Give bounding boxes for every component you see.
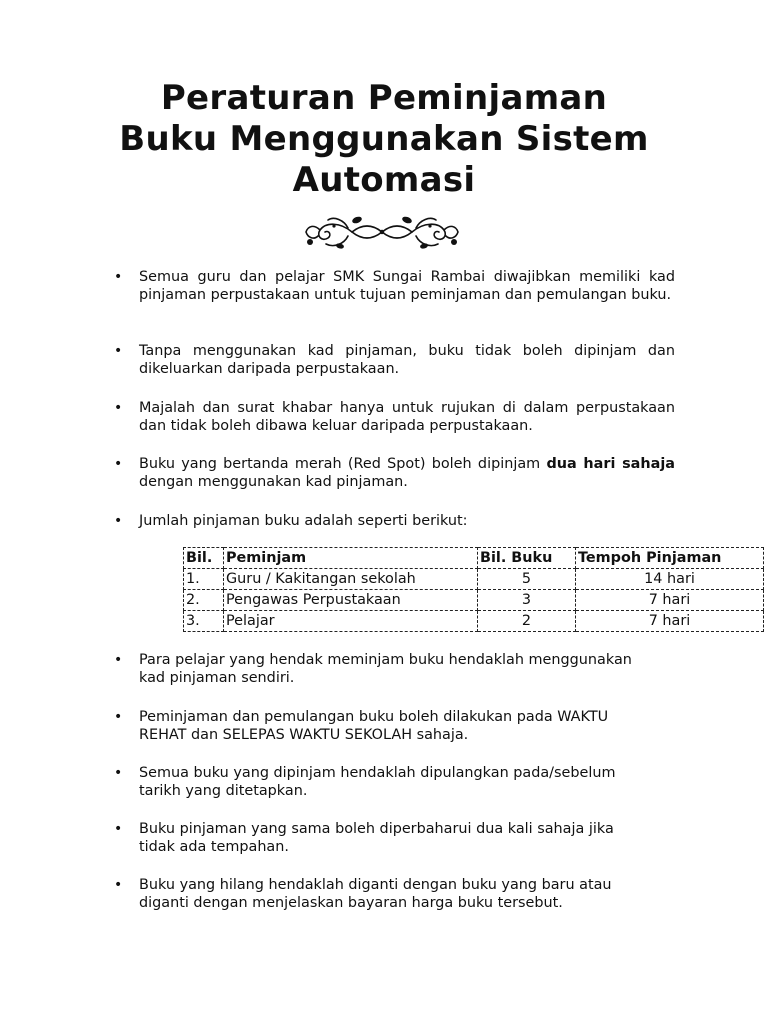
list-item (112, 399, 675, 435)
table-cell: 7 hari (576, 590, 764, 611)
column-header-bil: Bil. (184, 548, 224, 569)
column-header-bil-buku: Bil. Buku (478, 548, 576, 569)
list-item-text: Tanpa menggunakan kad pinjaman, buku tidak boleh dipinjam dan dikeluarkan daripada perpustakaan. (139, 343, 675, 377)
table-header-row (184, 548, 764, 569)
table-cell: 7 hari (576, 611, 764, 632)
floral-divider-icon (300, 212, 464, 252)
table-cell: Guru / Kakitangan sekolah (224, 569, 478, 590)
bullet-icon: • (114, 821, 123, 837)
bullet-icon: • (114, 343, 123, 359)
list-item (112, 455, 675, 491)
page-title (60, 78, 708, 201)
table-cell: 2 (478, 611, 576, 632)
table-cell: 14 hari (576, 569, 764, 590)
bullet-icon: • (114, 456, 123, 472)
list-item-text: Semua buku yang dipinjam hendaklah dipulangkan pada/sebelum tarikh yang ditetapkan. (139, 765, 616, 799)
list-item-text: Majalah dan surat khabar hanya untuk rujukan di dalam perpustakaan dan tidak boleh dibawa keluar daripada perpustakaan. (139, 400, 675, 434)
table-cell: 1. (184, 569, 224, 590)
list-item-text: Peminjaman dan pemulangan buku boleh dilakukan pada WAKTU REHAT dan SELEPAS WAKTU SEKOLAH sahaja. (139, 709, 609, 743)
list-item-text-start: Buku yang bertanda merah (Red Spot) boleh dipinjam (139, 456, 547, 472)
list-item (112, 342, 675, 378)
list-item (112, 820, 649, 856)
table-row (184, 569, 764, 590)
table-cell: 3 (478, 590, 576, 611)
table-row (184, 611, 764, 632)
list-item-text (139, 456, 675, 490)
list-item-text: Jumlah pinjaman buku adalah seperti berikut: (139, 513, 468, 529)
list-item (112, 876, 649, 912)
bullet-icon: • (114, 765, 123, 781)
column-header-tempoh: Tempoh Pinjaman (576, 548, 764, 569)
list-item (112, 512, 675, 530)
bullet-icon: • (114, 877, 123, 893)
title-line: Peraturan Peminjaman (160, 78, 608, 118)
title-line: Automasi (292, 160, 476, 200)
list-item (112, 764, 649, 800)
list-item-text: Buku yang hilang hendaklah diganti dengan buku yang baru atau diganti dengan menjelaskan bayaran harga buku tersebut. (139, 877, 612, 911)
bullet-icon: • (114, 652, 123, 668)
bullet-icon: • (114, 513, 123, 529)
bullet-icon: • (114, 269, 123, 285)
column-header-peminjam: Peminjam (224, 548, 478, 569)
table-row (184, 590, 764, 611)
list-item-text: Semua guru dan pelajar SMK Sungai Rambai diwajibkan memiliki kad pinjaman perpustakaan untuk tujuan peminjaman dan pemulangan buku. (139, 269, 675, 303)
list-item (112, 268, 675, 304)
list-item-text: Buku pinjaman yang sama boleh diperbaharui dua kali sahaja jika tidak ada tempahan. (139, 821, 614, 855)
table-cell: 2. (184, 590, 224, 611)
list-item (112, 651, 649, 687)
bullet-icon: • (114, 400, 123, 416)
list-item-text: Para pelajar yang hendak meminjam buku hendaklah menggunakan kad pinjaman sendiri. (139, 652, 632, 686)
loan-limit-table (183, 547, 764, 632)
table-cell: 5 (478, 569, 576, 590)
title-line: Buku Menggunakan Sistem (119, 119, 649, 159)
list-item (112, 708, 649, 744)
table-cell: 3. (184, 611, 224, 632)
list-item-text-end: dengan menggunakan kad pinjaman. (139, 474, 408, 490)
table-cell: Pelajar (224, 611, 478, 632)
emphasis-text: dua hari sahaja (546, 456, 675, 472)
table-cell: Pengawas Perpustakaan (224, 590, 478, 611)
bullet-icon: • (114, 709, 123, 725)
